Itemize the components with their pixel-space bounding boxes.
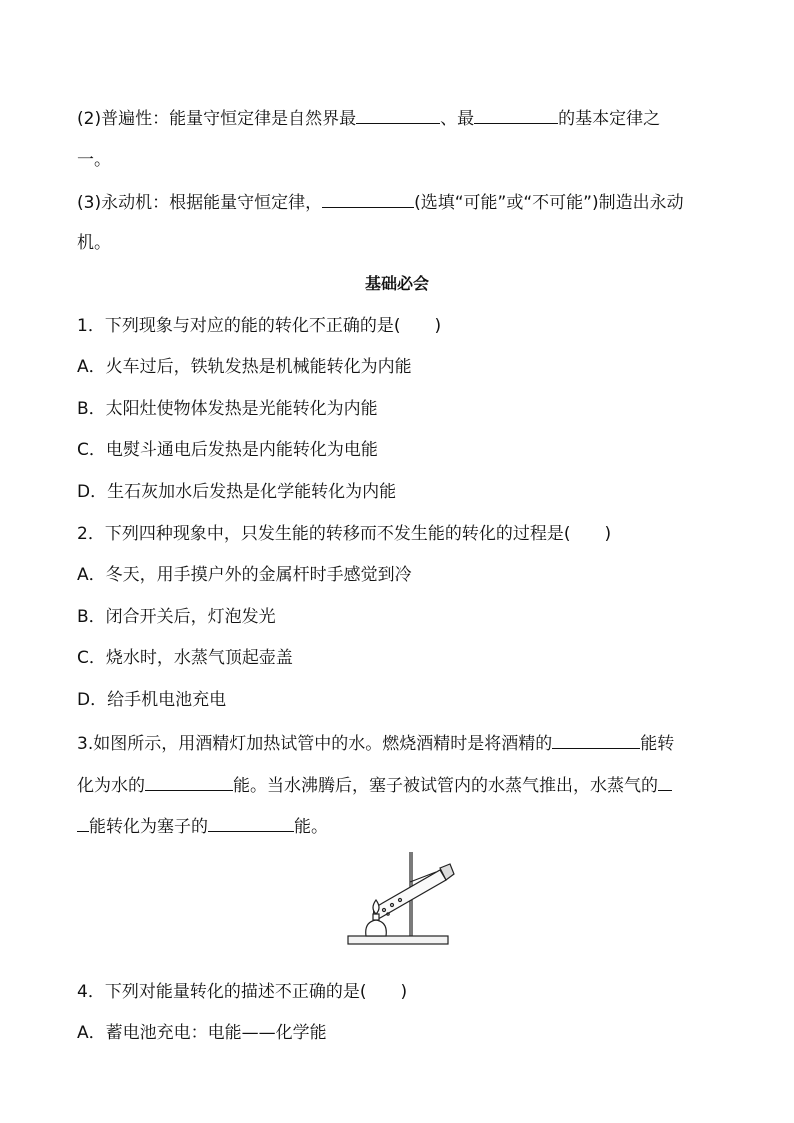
blank-3[interactable] <box>322 190 414 208</box>
blank-2[interactable] <box>474 106 558 124</box>
q2-option-a[interactable]: A．冬天，用手摸户外的金属杆时手感觉到冷 <box>77 565 412 585</box>
blank-4[interactable] <box>552 731 640 749</box>
intro-p2-text-a: (2)普遍性：能量守恒定律是自然界最 <box>77 109 357 129</box>
q2-option-d[interactable]: D．给手机电池充电 <box>77 690 227 710</box>
blank-7[interactable] <box>208 814 294 832</box>
intro-line-4: 机。 <box>77 233 111 253</box>
q4-option-a[interactable]: A．蓄电池充电：电能——化学能 <box>77 1023 327 1043</box>
q2-stem: 2．下列四种现象中，只发生能的转移而不发生能的转化的过程是( ) <box>77 524 612 544</box>
q2-option-b[interactable]: B．闭合开关后，灯泡发光 <box>77 607 276 627</box>
lab-apparatus-figure <box>344 848 456 956</box>
q3-line-1 <box>77 731 674 755</box>
blank-6b[interactable] <box>77 814 89 832</box>
intro-p2-text-b: 、最 <box>440 109 475 129</box>
q3-text-1a: 3.如图所示，用酒精灯加热试管中的水。燃烧酒精时是将酒精的 <box>77 734 553 754</box>
q3-text-2b: 能。当水沸腾后，塞子被试管内的水蒸气推出，水蒸气的 <box>233 776 658 796</box>
q1-stem: 1．下列现象与对应的能的转化不正确的是( ) <box>77 316 442 336</box>
alcohol-lamp <box>366 920 387 936</box>
intro-p3-text-a: (3)永动机：根据能量守恒定律， <box>77 193 323 213</box>
q1-option-d[interactable]: D．生石灰加水后发热是化学能转化为内能 <box>77 482 397 502</box>
q3-text-2a: 化为水的 <box>77 776 145 796</box>
flame <box>373 900 379 914</box>
q3-text-3b: 能。 <box>294 817 328 837</box>
q3-line-3 <box>77 814 328 838</box>
intro-line-2: 一。 <box>77 150 111 170</box>
intro-p3-text-b: (选填“可能”或“不可能”)制造出永动 <box>414 193 684 213</box>
q4-stem: 4．下列对能量转化的描述不正确的是( ) <box>77 982 408 1002</box>
stand-base <box>348 936 448 944</box>
intro-p2-text-c: 的基本定律之 <box>558 109 661 129</box>
q3-line-2 <box>77 773 672 797</box>
intro-line-1 <box>77 106 660 130</box>
blank-5[interactable] <box>145 773 233 791</box>
blank-6a[interactable] <box>658 773 672 791</box>
intro-line-3 <box>77 190 684 214</box>
apparatus-drawing <box>348 852 454 944</box>
blank-1[interactable] <box>356 106 440 124</box>
q3-text-1b: 能转 <box>640 734 675 754</box>
q3-text-3a: 能转化为塞子的 <box>89 817 208 837</box>
q1-option-a[interactable]: A．火车过后，铁轨发热是机械能转化为内能 <box>77 357 412 377</box>
section-title: 基础必会 <box>364 274 429 293</box>
q1-option-b[interactable]: B．太阳灶使物体发热是光能转化为内能 <box>77 399 378 419</box>
q1-option-c[interactable]: C．电熨斗通电后发热是内能转化为电能 <box>77 440 378 460</box>
q2-option-c[interactable]: C．烧水时，水蒸气顶起壶盖 <box>77 648 293 668</box>
